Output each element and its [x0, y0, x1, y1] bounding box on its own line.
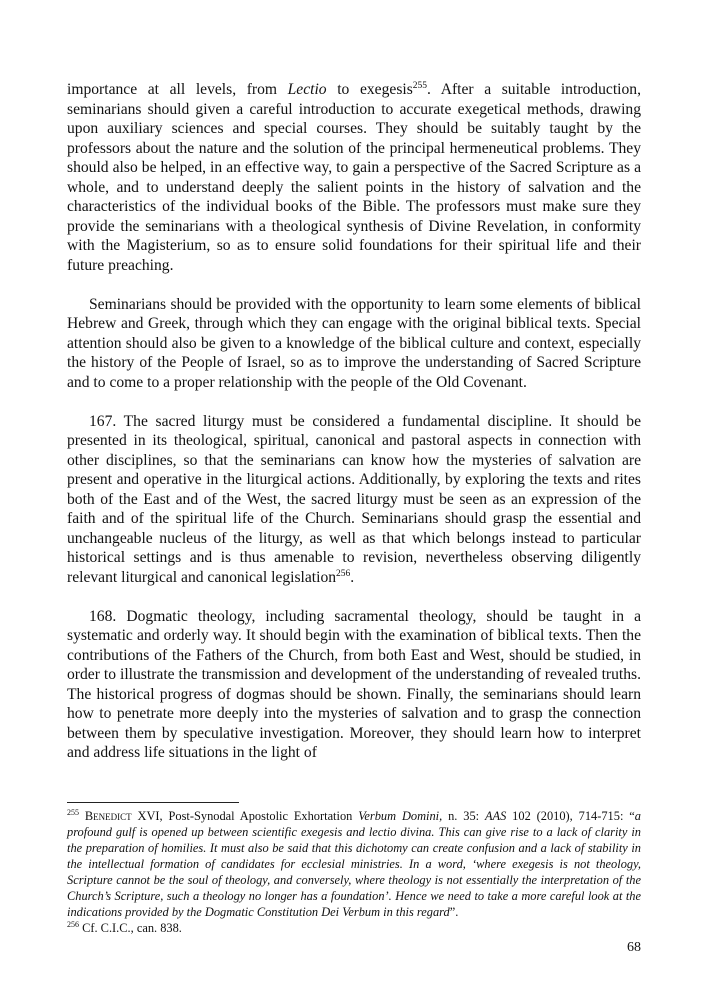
footnote-quote: a profound gulf is opened up between scientific exegesis and lectio divina. This can give rise to a lack of clarity in the preparation of homilies. It must also be said that this dichotomy can create confusion and a lack of stability in the intellectual formation of candidates for ecclesial ministries. In a word, ‘where exegesis is not theology, Scripture cannot be the soul of theology, and conversely, where theology is not essentially the interpretation of the Church’s Scripture, such a theology no longer has a foundation’. Hence we need to take a more careful look at the indications provided by the Dogmatic Constitution Dei Verbum in this regard: [67, 809, 641, 919]
paragraph-hebrew-greek: Seminarians should be provided with the opportunity to learn some elements of biblical Hebrew and Greek, through which they can engage with the original biblical texts. Special attention should also be given to a knowledge of the biblical culture and context, especially the history of the People of Israel, so as to improve the understanding of Sacred Scripture and to come to a proper relationship with the people of the Old Covenant.: [67, 295, 641, 391]
footnote-author: Benedict XVI: [84, 809, 160, 823]
footnote-number: 256: [67, 920, 79, 929]
footnote-title: Verbum Domini,: [358, 809, 443, 823]
text-run: to exegesis: [326, 81, 413, 98]
footnote-ref-255: 255: [412, 81, 428, 91]
text-run: ”.: [449, 905, 459, 919]
text-run: 102 (2010), 714-715: “: [506, 809, 635, 823]
document-body: [67, 80, 641, 763]
text-run: 167. The sacred liturgy must be considered a fundamental discipline. It should be presented in its theological, spiritual, canonical and pastoral aspects in connection with other disciplines, so that the seminarians can know how the mysteries of salvation are present and operative in the liturgical actions. Additionally, by exploring the texts and rites both of the East and of the West, the sacred liturgy must be seen as an expression of the faith and of the spiritual life of the Church. Seminarians should grasp the essential and unchangeable nucleus of the liturgy, as well as that which belongs instead to particular historical settings and is thus amenable to revision, nevertheless observing diligently relevant liturgical and canonical legislation: [67, 412, 641, 586]
text-run: .: [350, 568, 355, 586]
text-run: , Post-Synodal Apostolic Exhortation: [159, 809, 359, 823]
text-run: importance at all levels, from: [67, 81, 288, 98]
text-run: Cf. C.I.C., can. 838.: [79, 921, 182, 935]
paragraph-167-liturgy: [67, 412, 641, 588]
footnote-255: [67, 808, 641, 920]
footnote-ref-256: 256: [336, 568, 351, 579]
paragraph-168-dogmatic: 168. Dogmatic theology, including sacramental theology, should be taught in a systematic and orderly way. It should begin with the examination of biblical texts. Then the contributions of the Fathers of the Church, from both East and West, should be studied, in order to illustrate the transmission and development of the understanding of revealed truths. The historical progress of dogmas should be shown. Finally, the seminarians should learn how to penetrate more deeply into the mysteries of salvation and to grasp the connection between them by speculative investigation. Moreover, they should learn how to interpret and address life situations in the light of: [67, 607, 641, 761]
italic-term: Lectio: [287, 81, 327, 98]
footnote-number: 255: [67, 808, 79, 817]
footnote-divider: [67, 802, 239, 803]
paragraph-lectio-exegesis: [67, 80, 641, 275]
text-run: n. 35:: [442, 809, 485, 823]
footnote-256: [67, 920, 641, 936]
footnote-aas: AAS: [484, 809, 507, 823]
page-number: 68: [627, 940, 641, 955]
footnotes: [67, 808, 641, 936]
text-run: . After a suitable introduction, seminarians should given a careful introduction to accurate exegetical methods, drawing upon auxiliary sciences and special courses. They should be suitably taught by the professors about the nature and the solution of the principal hermeneutical problems. They should also be helped, in an effective way, to gain a perspective of the Sacred Scripture as a whole, and to understand deeply the salient points in the history of salvation and the characteristics of the individual books of the Bible. The professors must make sure they provide the seminarians with a theological synthesis of Divine Revelation, in conformity with the Magisterium, so as to ensure solid foundations for their spiritual life and their future preaching.: [67, 81, 641, 274]
